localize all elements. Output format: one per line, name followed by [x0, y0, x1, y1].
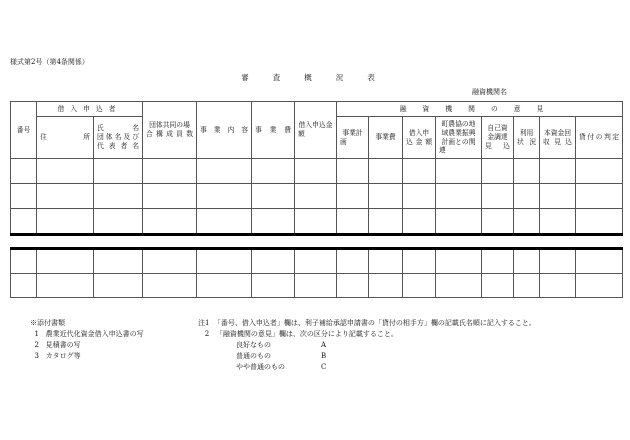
- attachment-text: カタログ等: [45, 352, 81, 360]
- level-label: 良好なもの: [236, 341, 271, 349]
- institution-name-label: 融資機関名: [472, 88, 507, 96]
- table-row: [11, 184, 623, 209]
- remark-2-label: 2: [204, 330, 210, 338]
- level-item: [198, 340, 536, 351]
- level-item: [198, 362, 536, 373]
- header-loan-amount: 借入申込金額: [295, 102, 337, 159]
- form-number: 様式第2号（第4条関係）: [10, 58, 89, 66]
- attachment-text: 農業近代化資金借入申込書の写: [45, 330, 144, 338]
- table-row: [11, 159, 623, 184]
- header-op-usage: 利用状況: [514, 117, 540, 159]
- header-op-plan: 事業計画: [337, 117, 369, 159]
- header-opinion: 融資機関の意見: [337, 102, 623, 117]
- table-row: [11, 209, 623, 235]
- attachment-item: [30, 351, 144, 362]
- header-op-amount: 借入申込金額: [403, 117, 436, 159]
- level-label: やや普通のもの: [236, 363, 285, 371]
- table-row: [11, 274, 623, 298]
- header-op-recovery: 本資金回収見込: [540, 117, 576, 159]
- header-name: [94, 117, 143, 159]
- remark-2: [198, 329, 536, 340]
- header-number: 番号: [11, 102, 37, 159]
- level-item: [198, 351, 536, 362]
- header-name-line2: 団体名及び: [97, 133, 140, 142]
- header-address: 住 所: [37, 117, 94, 159]
- header-group-members: 団体共同の場合構成員数: [143, 102, 197, 159]
- remark-1: [198, 318, 536, 329]
- level-code: B: [321, 352, 327, 360]
- remark-1-label: 注1: [198, 319, 210, 327]
- header-name-line3: 代表者名: [97, 141, 140, 150]
- header-op-self-funding: 自己資金調達見込: [482, 117, 514, 159]
- remark-2-text: 「融資機関の意見」欄は、次の区分により記載すること。: [215, 330, 398, 338]
- attachments: [30, 318, 144, 362]
- page-break-divider: [11, 235, 623, 249]
- header-op-relation: 町農協の地域農業振興計画との関連: [436, 117, 482, 159]
- header-applicant: 借入申込者: [37, 102, 143, 117]
- header-business-content: 事業内容: [197, 102, 252, 159]
- attachment-no: 1: [34, 330, 39, 338]
- review-table: [10, 101, 623, 298]
- attachment-no: 3: [34, 352, 39, 360]
- header-op-judgement: 貸付の判定: [576, 117, 623, 159]
- level-code: A: [321, 341, 327, 349]
- remarks: [198, 318, 536, 373]
- header-business-cost: 事業費: [252, 102, 295, 159]
- attachment-item: [30, 340, 144, 351]
- page-title: 審査概況表: [241, 73, 399, 82]
- attachments-heading: ※添付書類: [30, 319, 65, 327]
- table-row: [11, 249, 623, 274]
- remark-1-text: 「番号、借入申込者」欄は、利子補給承認申請書の「貸付の相手方」欄の記載氏名順に記入すること。: [213, 319, 536, 327]
- attachment-item: [30, 329, 144, 340]
- header-name-line1: 氏 名: [97, 124, 140, 133]
- attachment-no: 2: [34, 341, 39, 349]
- level-code: C: [321, 363, 327, 371]
- attachment-text: 見積書の写: [45, 341, 81, 349]
- level-label: 普通のもの: [236, 352, 271, 360]
- header-op-cost: 事業費: [369, 117, 403, 159]
